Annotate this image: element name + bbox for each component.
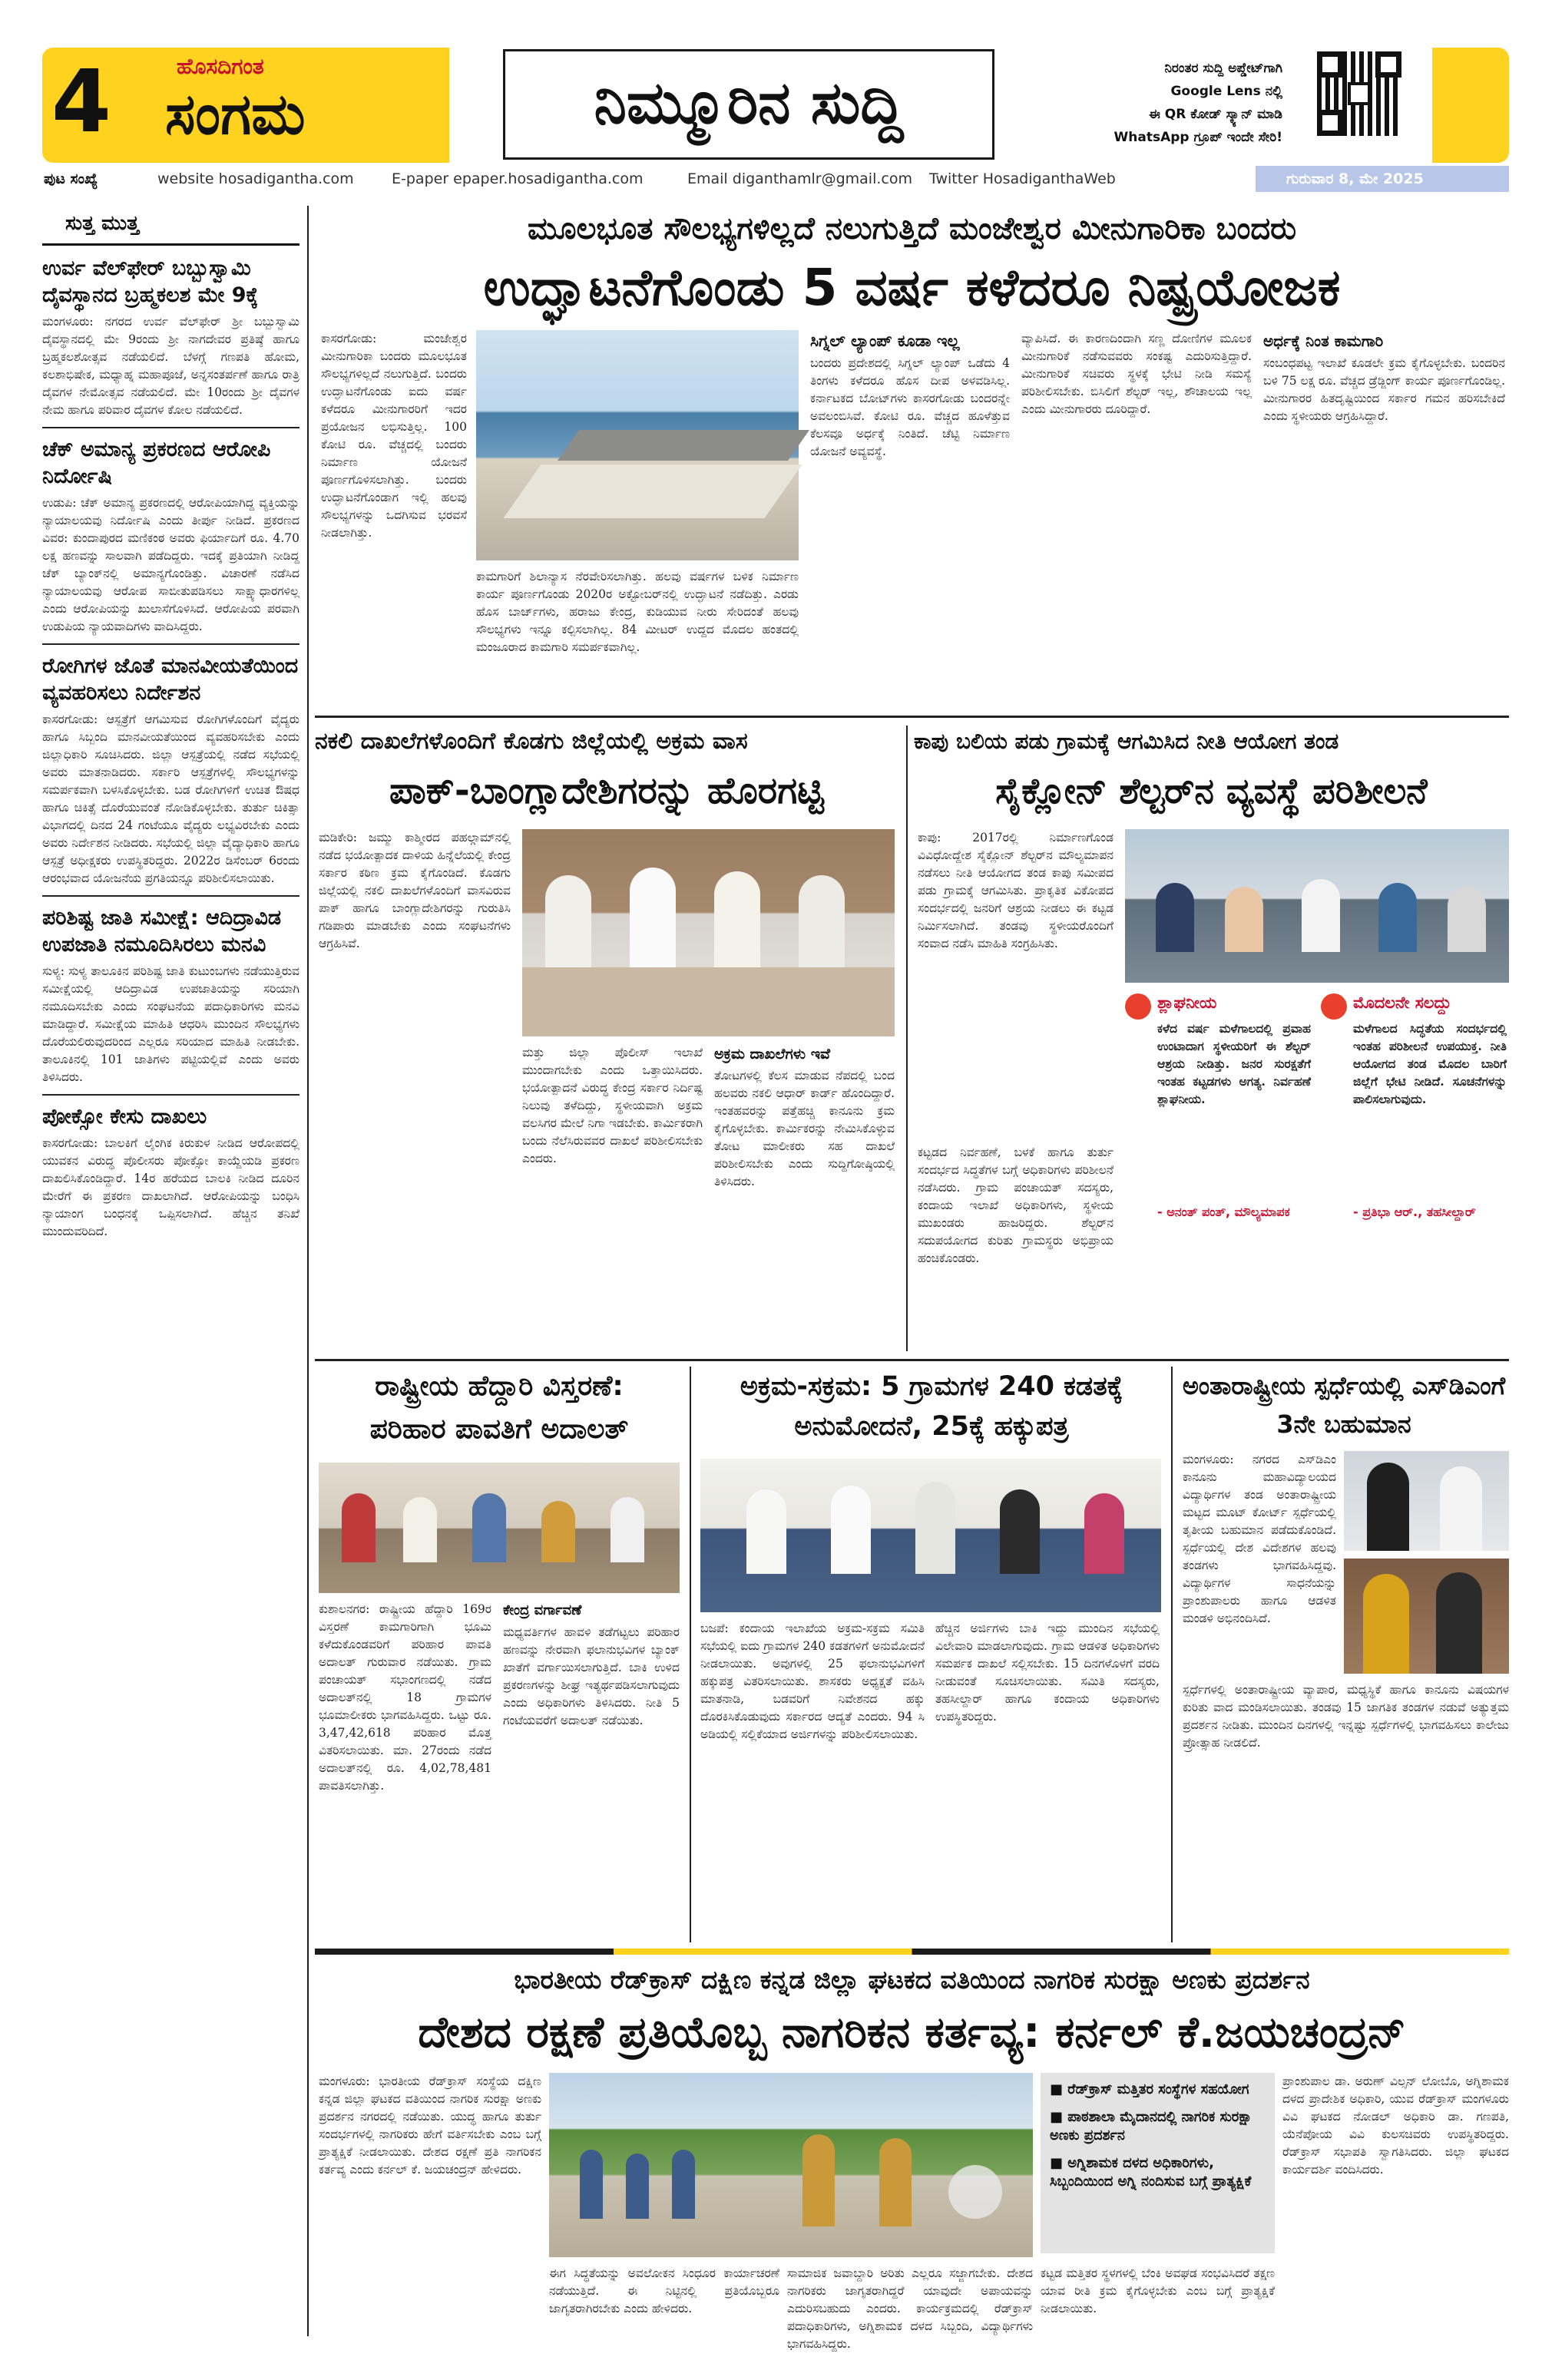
page-number: 4: [51, 52, 111, 152]
mid-right-col-1: ಕಾಪು: 2017ರಲ್ಲಿ ನಿರ್ಮಾಣಗೊಂಡ ವಿವಿಧೋದ್ದೇಶ ಸೈಕ್ಲೋನ್ ಶೆಲ್ಟರ್‌ನ ಮೌಲ್ಯಮಾಪನ ನಡೆಸಲು ನೀತಿ ಆಯೋಗದ ತಂಡ ಕಾಪು ಸಮೀಪದ ಪಡು ಗ್ರಾಮಕ್ಕೆ ಆಗಮಿಸಿತು. ಪ್ರಾಕೃತಿಕ ವಿಕೋಪದ ಸಂದರ್ಭದಲ್ಲಿ ಜನರಿಗೆ ಆಶ್ರಯ ನೀಡಲು ಈ ಕಟ್ಟಡ ನಿರ್ಮಿಸಲಾಗಿದೆ. ತಂಡವು ಸ್ಥಳೀಯರೊಂದಿಗೆ ಸಂವಾದ ನಡೆಸಿ ಮಾಹಿತಿ ಸಂಗ್ರಹಿಸಿತು.: [918, 831, 1113, 950]
bottom-color-band: [315, 1949, 1509, 1955]
bottom-col-3: ಪ್ರಾಂಶುಪಾಲ ಡಾ. ಅರುಣ್ ವಿಲ್ಸನ್ ಲೋಬೊ, ಅಗ್ನಿಶಾಮಕ ದಳದ ಪ್ರಾದೇಶಿಕ ಅಧಿಕಾರಿ, ಯುವ ರೆಡ್‌ಕ್ರಾಸ್ ಮಂಗಳೂರು ವಿವಿ ಘಟಕದ ನೋಡಲ್ ಅಧಿಕಾರಿ ಡಾ. ಗಣಪತಿ, ಯೆನೆಪೋಯ ವಿವಿ ಕುಲಸಚಿವರು ಉಪಸ್ಥಿತರಿದ್ದರು. ರೆಡ್‌ಕ್ರಾಸ್ ಸಭಾಪತಿ ಸ್ವಾಗತಿಸಿದರು. ಜಿಲ್ಲಾ ಘಟಕದ ಕಾರ್ಯದರ್ಶಿ ವಂದಿಸಿದರು.: [1282, 2074, 1509, 2177]
section-divider: [315, 716, 1509, 718]
info-bar: [42, 166, 1509, 192]
quote-heading: ಮೊದಲನೇ ಸಲದ್ದು: [1353, 993, 1451, 1012]
quote-box-1: [1125, 992, 1313, 1351]
top-col-5-heading: ಅರ್ಧಕ್ಕೆ ನಿಂತ ಕಾಮಗಾರಿ: [1263, 332, 1384, 350]
top-col-3: ಬಂದರು ಪ್ರದೇಶದಲ್ಲಿ ಸಿಗ್ನಲ್ ಲ್ಯಾಂಪ್ ಒಡೆದು 4 ತಿಂಗಳು ಕಳೆದರೂ ಹೊಸ ದೀಪ ಅಳವಡಿಸಿಲ್ಲ. ಕರ್ನಾಟಕದ ಬೋಟ್‌ಗಳು ಕಾಸರಗೋಡು ಬಂದರನ್ನೇ ಅವಲಂಬಿಸಿವೆ. ಕೋಟಿ ರೂ. ವೆಚ್ಚದ ಹೂಳೆತ್ತುವ ಕೆಲಸವೂ ಅರ್ಧಕ್ಕೆ ನಿಂತಿದೆ. ಚೆಟ್ಟಿ ನಿರ್ಮಾಣ ಯೋಜನೆ ಅವ್ಯವಸ್ಥೆ.: [810, 356, 1010, 458]
mock-drill-photo: [549, 2073, 1033, 2257]
column-divider: [307, 206, 309, 2336]
press-meet-photo: [522, 829, 895, 1036]
masthead-title: ನಿಮ್ಮೂರಿನ ಸುದ್ದಿ: [594, 68, 904, 137]
top-col-5: ಸಂಬಂಧಪಟ್ಟ ಇಲಾಖೆ ಕೂಡಲೇ ಕ್ರಮ ಕೈಗೊಳ್ಳಬೇಕು. ಬಂದರಿನ ಬಳಿ 75 ಲಕ್ಷ ರೂ. ವೆಚ್ಚದ ಡ್ರೆಡ್ಜಿಂಗ್ ಕಾರ್ಯ ಪೂರ್ಣಗೊಂಡಿಲ್ಲ. ಮೀನುಗಾರರ ಹಿತದೃಷ್ಟಿಯಿಂದ ಸರ್ಕಾರ ಗಮನ ಹರಿಸಬೇಕಿದೆ ಎಂದು ಸ್ಥಳೀಯರು ಆಗ್ರಹಿಸಿದ್ದಾರೆ.: [1263, 356, 1505, 423]
qr-text: [1021, 57, 1282, 149]
bottom-col-1: ಮಂಗಳೂರು: ಭಾರತೀಯ ರೆಡ್‌ಕ್ರಾಸ್ ಸಂಸ್ಥೆಯ ದಕ್ಷಿಣ ಕನ್ನಡ ಜಿಲ್ಲಾ ಘಟಕದ ವತಿಯಿಂದ ನಾಗರಿಕ ಸುರಕ್ಷಾ ಅಣಕು ಪ್ರದರ್ಶನ ನಗರದಲ್ಲಿ ನಡೆಯಿತು. ಯುದ್ಧ ಹಾಗೂ ತುರ್ತು ಸಂದರ್ಭಗಳಲ್ಲಿ ನಾಗರಿಕರು ಹೇಗೆ ವರ್ತಿಸಬೇಕು ಎಂಬ ಬಗ್ಗೆ ಪ್ರಾತ್ಯಕ್ಷಿಕೆ ನೀಡಲಾಯಿತು. ದೇಶದ ರಕ್ಷಣೆ ಪ್ರತಿ ನಾಗರಿಕನ ಕರ್ತವ್ಯ ಎಂದು ಕರ್ನಲ್ ಕೆ. ಜಯಚಂದ್ರನ್ ಹೇಳಿದರು.: [319, 2074, 541, 2177]
mid-left-kicker: ನಕಲಿ ದಾಖಲೆಗಳೊಂದಿಗೆ ಕೊಡಗು ಜಿಲ್ಲೆಯಲ್ಲಿ ಅಕ್ರಮ ವಾಸ: [315, 728, 748, 755]
story-body: ಉಡುಪಿ: ಚೆಕ್ ಅಮಾನ್ಯ ಪ್ರಕರಣದಲ್ಲಿ ಆರೋಪಿಯಾಗಿದ್ದ ವ್ಯಕ್ತಿಯನ್ನು ನ್ಯಾಯಾಲಯವು ನಿರ್ದೋಷಿ ಎಂದು ತೀರ್ಪು ನೀಡಿದೆ. ಪ್ರಕರಣದ ವಿವರ: ಕುಂದಾಪುರದ ಮಣಿಕಂಠ ಅವರು ಫಿರ್ಯಾದಿಗೆ ರೂ. 4.70 ಲಕ್ಷ ಹಣವನ್ನು ಸಾಲವಾಗಿ ಪಡೆದಿದ್ದರು. ಇದಕ್ಕೆ ಪ್ರತಿಯಾಗಿ ನೀಡಿದ್ದ ಚೆಕ್ ಬ್ಯಾಂಕ್‌ನಲ್ಲಿ ಅಮಾನ್ಯಗೊಂಡಿತ್ತು. ವಿಚಾರಣೆ ನಡೆಸಿದ ನ್ಯಾಯಾಲಯವು ಆರೋಪ ಸಾಬೀತುಪಡಿಸಲು ಸಾಕ್ಷ್ಯಾಧಾರಗಳಿಲ್ಲ ಎಂದು ಆರೋಪಿಯನ್ನು ಖುಲಾಸೆಗೊಳಿಸಿದೆ. ಆರೋಪಿಯ ಪರವಾಗಿ ಉಡುಪಿಯ ನ್ಯಾಯವಾದಿಗಳು ವಾದಿಸಿದ್ದರು.: [42, 496, 299, 633]
qr-code[interactable]: [1317, 51, 1401, 136]
adalat-photo: [319, 1463, 680, 1593]
row3b-body-2: ಹೆಚ್ಚಿನ ಅರ್ಜಿಗಳು ಬಾಕಿ ಇದ್ದು ಮುಂದಿನ ಸಭೆಯಲ್ಲಿ ವಿಲೇವಾರಿ ಮಾಡಲಾಗುವುದು. ಗ್ರಾಮ ಆಡಳಿತ ಅಧಿಕಾರಿಗಳು ಸಮರ್ಪಕ ದಾಖಲೆ ಸಲ್ಲಿಸಬೇಕು. 15 ದಿನಗಳೊಳಗೆ ವರದಿ ನೀಡುವಂತೆ ಸೂಚಿಸಲಾಯಿತು. ಸಮಿತಿ ಸದಸ್ಯರು, ತಹಸೀಲ್ದಾರ್ ಹಾಗೂ ಕಂದಾಯ ಅಧಿಕಾರಿಗಳು ಉಪಸ್ಥಿತರಿದ್ದರು.: [935, 1621, 1160, 1724]
quote-marker-icon: [1321, 993, 1347, 1020]
bottom-col-2: ಸಾಮಾಜಿಕ ಜವಾಬ್ದಾರಿ ಅರಿತು ಎಲ್ಲರೂ ಸಜ್ಜಾಗಬೇಕು. ದೇಶದ ನಾಗರಿಕರು ಜಾಗೃತರಾಗಿದ್ದರೆ ಯಾವುದೇ ಅಪಾಯವನ್ನು ಎದುರಿಸಬಹುದು ಎಂದರು. ಕಾರ್ಯಕ್ರಮದಲ್ಲಿ ರೆಡ್‌ಕ್ರಾಸ್ ಪದಾಧಿಕಾರಿಗಳು, ಅಗ್ನಿಶಾಮಕ ದಳದ ಸಿಬ್ಬಂದಿ, ವಿದ್ಯಾರ್ಥಿಗಳು ಭಾಗವಹಿಸಿದ್ದರು.: [787, 2266, 1033, 2351]
row3a-headline: ಪರಿಹಾರ ಪಾವತಿಗೆ ಅದಾಲತ್: [369, 1413, 629, 1445]
twitter-link[interactable]: Twitter HosadiganthaWeb: [929, 170, 1116, 187]
quote-byline: - ಪ್ರತಿಭಾ ಆರ್., ತಹಸೀಲ್ದಾರ್: [1353, 1205, 1476, 1219]
epaper-link[interactable]: E-paper epaper.hosadigantha.com: [392, 170, 644, 187]
qr-line-2: Google Lens ನಲ್ಲಿ: [1170, 84, 1282, 99]
mid-right-kicker: ಕಾಪು ಬಲಿಯ ಪಡು ಗ್ರಾಮಕ್ಕೆ ಆಗಮಿಸಿದ ನೀತಿ ಆಯೋಗ ತಂಡ: [914, 729, 1339, 754]
quote-box-2: [1321, 992, 1509, 1351]
top-headline: ಉದ್ಘಾಟನೆಗೊಂಡು 5 ವರ್ಷ ಕಳೆದರೂ ನಿಷ್ಪ್ರಯೋಜಕ: [483, 258, 1341, 317]
qr-line-1: ನಿರಂತರ ಸುದ್ದಿ ಅಪ್ಡೇಟ್‌ಗಾಗಿ: [1164, 61, 1282, 76]
section-name: ಸಂಗಮ: [165, 81, 306, 147]
qr-line-4: WhatsApp ಗ್ರೂಪ್ ಇಂದೇ ಸೇರಿ!: [1113, 130, 1282, 145]
row3a-body-2: ಮಧ್ಯವರ್ತಿಗಳ ಹಾವಳಿ ತಡೆಗಟ್ಟಲು ಪರಿಹಾರ ಹಣವನ್ನು ನೇರವಾಗಿ ಫಲಾನುಭವಿಗಳ ಬ್ಯಾಂಕ್ ಖಾತೆಗೆ ವರ್ಗಾಯಿಸಲಾಗುತ್ತಿದೆ. ಬಾಕಿ ಉಳಿದ ಪ್ರಕರಣಗಳನ್ನು ಶೀಘ್ರ ಇತ್ಯರ್ಥಪಡಿಸಲಾಗುವುದು ಎಂದು ಅಧಿಕಾರಿಗಳು ತಿಳಿಸಿದರು. ನೀತಿ 5 ಗಂಟೆಯವರೆಗೆ ಅದಾಲತ್ ನಡೆಯಿತು.: [503, 1625, 680, 1727]
hakkupatra-photo: [700, 1459, 1161, 1612]
bullet-box: [1041, 2073, 1275, 2253]
top-col-1: ಕಾಸರಗೋಡು: ಮಂಜೇಶ್ವರ ಮೀನುಗಾರಿಕಾ ಬಂದರು ಮೂಲಭೂತ ಸೌಲಭ್ಯಗಳಿಲ್ಲದೆ ನಲುಗುತ್ತಿದೆ. ಬಂದರು ಉದ್ಘಾಟನೆಗೊಂಡು ಐದು ವರ್ಷ ಕಳೆದರೂ ಮೀನುಗಾರರಿಗೆ ಇದರ ಪ್ರಯೋಜನ ಲಭಿಸುತ್ತಿಲ್ಲ. 100 ಕೋಟಿ ರೂ. ವೆಚ್ಚದಲ್ಲಿ ಬಂದರು ನಿರ್ಮಾಣ ಯೋಜನೆ ಪೂರ್ಣಗೊಳಿಸಲಾಗಿತ್ತು. ಬಂದರು ಉದ್ಘಾಟನೆಗೊಂಡಾಗ ಇಲ್ಲಿ ಹಲವು ಸೌಲಭ್ಯಗಳನ್ನು ಒದಗಿಸುವ ಭರವಸೆ ನೀಡಲಾಗಿತ್ತು.: [321, 332, 467, 540]
mid-left-col-3: ತೋಟಗಳಲ್ಲಿ ಕೆಲಸ ಮಾಡುವ ನೆಪದಲ್ಲಿ ಬಂದ ಹಲವರು ನಕಲಿ ಆಧಾರ್ ಕಾರ್ಡ್ ಹೊಂದಿದ್ದಾರೆ. ಇಂತಹವರನ್ನು ಪತ್ತೆಹಚ್ಚಿ ಕಾನೂನು ಕ್ರಮ ಕೈಗೊಳ್ಳಬೇಕು. ಕಾರ್ಮಿಕರನ್ನು ನೇಮಿಸಿಕೊಳ್ಳುವ ತೋಟ ಮಾಲೀಕರು ಸಹ ದಾಖಲೆ ಪರಿಶೀಲಿಸಬೇಕು ಎಂದು ಸುದ್ದಿಗೋಷ್ಠಿಯಲ್ಲಿ ತಿಳಿಸಿದರು.: [714, 1069, 895, 1188]
quote-byline: - ಅನಂತ್ ಪಂತ್, ಮೌಲ್ಯಮಾಪಕ: [1157, 1205, 1290, 1219]
row3a-body: ಕುಶಾಲನಗರ: ರಾಷ್ಟ್ರೀಯ ಹೆದ್ದಾರಿ 169ರ ವಿಸ್ತರಣೆ ಕಾಮಗಾರಿಗಾಗಿ ಭೂಮಿ ಕಳೆದುಕೊಂಡವರಿಗೆ ಪರಿಹಾರ ಪಾವತಿ ಅದಾಲತ್ ಗುರುವಾರ ನಡೆಯಿತು. ಗ್ರಾಮ ಪಂಚಾಯತ್ ಸಭಾಂಗಣದಲ್ಲಿ ನಡೆದ ಅದಾಲತ್‌ನಲ್ಲಿ 18 ಗ್ರಾಮಗಳ ಭೂಮಾಲೀಕರು ಭಾಗವಹಿಸಿದ್ದರು. ಒಟ್ಟು ರೂ. 3,47,42,618 ಪರಿಹಾರ ಮೊತ್ತ ವಿತರಿಸಲಾಯಿತು. ಮಾ. 27ರಂದು ನಡೆದ ಅದಾಲತ್‌ನಲ್ಲಿ ರೂ. 4,02,78,481 ಪಾವತಿಸಲಾಗಿತ್ತು.: [319, 1602, 491, 1793]
email-link[interactable]: Email diganthamlr@gmail.com: [687, 170, 912, 187]
row3a-kicker: ರಾಷ್ಟ್ರೀಯ ಹೆದ್ದಾರಿ ವಿಸ್ತರಣೆ:: [375, 1370, 624, 1402]
brand-name: ಹೊಸದಿಗಂತ: [177, 54, 264, 79]
bottom-kicker: ಭಾರತೀಯ ರೆಡ್‌ಕ್ರಾಸ್ ದಕ್ಷಿಣ ಕನ್ನಡ ಜಿಲ್ಲಾ ಘಟಕದ ವತಿಯಿಂದ ನಾಗರಿಕ ಸುರಕ್ಷಾ ಅಣಕು ಪ್ರದರ್ಶನ: [514, 1965, 1310, 1995]
bullet-item: ■ ಅಗ್ನಿಶಾಮಕ ದಳದ ಅಧಿಕಾರಿಗಳು, ಸಿಬ್ಬಂದಿಯಿಂದ ಅಗ್ನಿ ನಂದಿಸುವ ಬಗ್ಗೆ ಪ್ರಾತ್ಯಕ್ಷಿಕೆ: [1050, 2155, 1252, 2190]
students-photo-1: [1344, 1451, 1509, 1551]
row3c-body: ಮಂಗಳೂರು: ನಗರದ ಎಸ್‌ಡಿಎಂ ಕಾನೂನು ಮಹಾವಿದ್ಯಾಲಯದ ವಿದ್ಯಾರ್ಥಿಗಳ ತಂಡ ಅಂತಾರಾಷ್ಟ್ರೀಯ ಮಟ್ಟದ ಮೂಟ್ ಕೋರ್ಟ್ ಸ್ಪರ್ಧೆಯಲ್ಲಿ ತೃತೀಯ ಬಹುಮಾನ ಪಡೆದುಕೊಂಡಿದೆ. ಸ್ಪರ್ಧೆಯಲ್ಲಿ ದೇಶ ವಿದೇಶಗಳ ಹಲವು ತಂಡಗಳು ಭಾಗವಹಿಸಿದ್ದವು. ವಿದ್ಯಾರ್ಥಿಗಳ ಸಾಧನೆಯನ್ನು ಪ್ರಾಂಶುಪಾಲರು ಹಾಗೂ ಆಡಳಿತ ಮಂಡಳಿ ಅಭಿನಂದಿಸಿದೆ.: [1183, 1453, 1336, 1625]
left-column: [42, 206, 299, 2336]
top-col-4: ವ್ಯಾಪಿಸಿದೆ. ಈ ಕಾರಣದಿಂದಾಗಿ ಸಣ್ಣ ದೋಣಿಗಳ ಮೂಲಕ ಮೀನುಗಾರಿಕೆ ನಡೆಸುವವರು ಸಂಕಷ್ಟ ಎದುರಿಸುತ್ತಿದ್ದಾರೆ. ಮೀನುಗಾರಿಕೆ ಸಚಿವರು ಸ್ಥಳಕ್ಕೆ ಭೇಟಿ ನೀಡಿ ಸಮಸ್ಯೆ ಪರಿಶೀಲಿಸಬೇಕು. ಬಿಸಿಲಿಗೆ ಶೆಲ್ಟರ್ ಇಲ್ಲ, ಶೌಚಾಲಯ ಇಲ್ಲ ಎಂದು ಮೀನುಗಾರರು ದೂರಿದ್ದಾರೆ.: [1021, 332, 1252, 416]
row3c-body-2: ಸ್ಪರ್ಧೆಗಳಲ್ಲಿ ಅಂತಾರಾಷ್ಟ್ರೀಯ ವ್ಯಾಪಾರ, ಮಧ್ಯಸ್ಥಿಕೆ ಹಾಗೂ ಕಾನೂನು ವಿಷಯಗಳ ಕುರಿತು ವಾದ ಮಂಡಿಸಲಾಯಿತು. ತಂಡವು 15 ಜಾಗತಿಕ ತಂಡಗಳ ನಡುವೆ ಅತ್ಯುತ್ತಮ ಪ್ರದರ್ಶನ ನೀಡಿತು. ಮುಂದಿನ ದಿನಗಳಲ್ಲಿ ಇನ್ನಷ್ಟು ಸ್ಪರ್ಧೆಗಳಲ್ಲಿ ಭಾಗವಹಿಸಲು ಕಾಲೇಜು ಪ್ರೋತ್ಸಾಹ ನೀಡಲಿದೆ.: [1183, 1683, 1509, 1750]
top-col-3-heading: ಸಿಗ್ನಲ್ ಲ್ಯಾಂಪ್ ಕೂಡಾ ಇಲ್ಲ: [810, 332, 960, 350]
story-heading: ಚೆಕ್ ಅಮಾನ್ಯ ಪ್ರಕರಣದ ಆರೋಪಿ ನಿರ್ದೋಷಿ: [42, 438, 271, 488]
bullet-item: ■ ರೆಡ್‌ಕ್ರಾಸ್ ಮತ್ತಿತರ ಸಂಸ್ಥೆಗಳ ಸಹಯೋಗ: [1050, 2081, 1249, 2097]
column-divider: [1171, 1367, 1173, 1942]
row3b-headline: ಅಕ್ರಮ-ಸಕ್ರಮ: 5 ಗ್ರಾಮಗಳ 240 ಕಡತಕ್ಕೆ ಅನುಮೋದನೆ, 25ಕ್ಕೆ ಹಕ್ಕುಪತ್ರ: [740, 1371, 1123, 1442]
harbour-photo: [476, 330, 799, 560]
quote-text: ಕಳೆದ ವರ್ಷ ಮಳೆಗಾಲದಲ್ಲಿ ಪ್ರವಾಹ ಉಂಟಾದಾಗ ಸ್ಥಳೀಯರಿಗೆ ಈ ಶೆಲ್ಟರ್ ಆಶ್ರಯ ನೀಡಿತ್ತು. ಜನರ ಸುರಕ್ಷತೆಗೆ ಇಂತಹ ಕಟ್ಟಡಗಳು ಅಗತ್ಯ. ನಿರ್ವಹಣೆ ಶ್ಲಾಘನೀಯ.: [1157, 1021, 1311, 1106]
story-heading: ಪೋಕ್ಸೋ ಕೇಸು ದಾಖಲು: [42, 1105, 207, 1129]
column-divider: [690, 1367, 691, 1942]
story-heading: ರೋಗಿಗಳ ಜೊತೆ ಮಾನವೀಯತೆಯಿಂದ ವ್ಯವಹರಿಸಲು ನಿರ್ದೇಶನ: [42, 654, 299, 705]
section-tag: ಸುತ್ತ ಮುತ್ತ: [42, 206, 299, 246]
story-body: ಸುಳ್ಯ: ಸುಳ್ಯ ತಾಲೂಕಿನ ಪರಿಶಿಷ್ಟ ಜಾತಿ ಕುಟುಂಬಗಳು ನಡೆಯುತ್ತಿರುವ ಸಮೀಕ್ಷೆಯಲ್ಲಿ ಆದಿದ್ರಾವಿಡ ಉಪಜಾತಿಯನ್ನು ಸರಿಯಾಗಿ ನಮೂದಿಸಬೇಕು ಎಂದು ಸಂಘಟನೆಯ ಪದಾಧಿಕಾರಿಗಳು ಮನವಿ ಮಾಡಿದ್ದಾರೆ. ಸಮೀಕ್ಷೆಯ ಮಾಹಿತಿ ಆಧರಿಸಿ ಮುಂದಿನ ಸೌಲಭ್ಯಗಳು ದೊರೆಯಲಿರುವುದರಿಂದ ಎಲ್ಲರೂ ಸರಿಯಾದ ಮಾಹಿತಿ ನೀಡಬೇಕು. ತಾಲೂಕಿನಲ್ಲಿ 101 ಜಾತಿಗಳು ಪಟ್ಟಿಯಲ್ಲಿವೆ ಎಂದು ಅವರು ತಿಳಿಸಿದರು.: [42, 964, 299, 1084]
masthead-yellow-tab: [1432, 48, 1509, 163]
quote-marker-icon: [1125, 993, 1151, 1020]
meeting-photo: [1125, 829, 1509, 983]
mid-left-headline: ಪಾಕ್-ಬಾಂಗ್ಲಾದೇಶಿಗರನ್ನು ಹೊರಗಟ್ಟಿ: [389, 769, 824, 812]
bottom-col-4: ಈಗ ಸಿದ್ಧತೆಯನ್ನು ಅವಲೋಕನ ಸಿಂಧೂರ ಕಾರ್ಯಾಚರಣೆ ನಡೆಯುತ್ತಿದೆ. ಈ ನಿಟ್ಟಿನಲ್ಲಿ ಪ್ರತಿಯೊಬ್ಬರೂ ಜಾಗೃತರಾಗಿರಬೇಕು ಎಂದು ಹೇಳಿದರು.: [549, 2266, 779, 2316]
story-heading: ಪರಿಶಿಷ್ಟ ಜಾತಿ ಸಮೀಕ್ಷೆ: ಆದಿದ್ರಾವಿಡ ಉಪಜಾತಿ ನಮೂದಿಸಿರಲು ಮನವಿ: [42, 906, 282, 957]
story-body: ಕಾಸರಗೋಡು: ಆಸ್ಪತ್ರೆಗೆ ಆಗಮಿಸುವ ರೋಗಿಗಳೊಂದಿಗೆ ವೈದ್ಯರು ಹಾಗೂ ಸಿಬ್ಬಂದಿ ಮಾನವೀಯತೆಯಿಂದ ವ್ಯವಹರಿಸಬೇಕು ಎಂದು ಜಿಲ್ಲಾಧಿಕಾರಿ ಸೂಚಿಸಿದರು. ಜಿಲ್ಲಾ ಆಸ್ಪತ್ರೆಯಲ್ಲಿ ನಡೆದ ಸಭೆಯಲ್ಲಿ ಅವರು ಮಾತನಾಡಿದರು. ಸರ್ಕಾರಿ ಆಸ್ಪತ್ರೆಗಳಲ್ಲಿ ಸೌಲಭ್ಯಗಳನ್ನು ಸಮರ್ಪಕವಾಗಿ ಬಳಸಿಕೊಳ್ಳಬೇಕು. ಬಡ ರೋಗಿಗಳಿಗೆ ಉಚಿತ ಔಷಧ ಹಾಗೂ ಚಿಕಿತ್ಸೆ ದೊರೆಯುವಂತೆ ನೋಡಿಕೊಳ್ಳಬೇಕು. ತುರ್ತು ಚಿಕಿತ್ಸಾ ವಿಭಾಗದಲ್ಲಿ ದಿನದ 24 ಗಂಟೆಯೂ ವೈದ್ಯರು ಲಭ್ಯವಿರಬೇಕು ಎಂದು ಅವರು ನಿರ್ದೇಶನ ನೀಡಿದರು. ಸಭೆಯಲ್ಲಿ ಜಿಲ್ಲಾ ವೈದ್ಯಾಧಿಕಾರಿ ಹಾಗೂ ಆಸ್ಪತ್ರೆ ಅಧೀಕ್ಷಕರು ಉಪಸ್ಥಿತರಿದ್ದರು. 2022ರ ಡಿಸೆಂಬರ್ 6ರಂದು ಆರಂಭವಾದ ಯೋಜನೆಯ ಪ್ರಗತಿಯನ್ನೂ ಪರಿಶೀಲಿಸಲಾಯಿತು.: [42, 712, 299, 885]
top-kicker: ಮೂಲಭೂತ ಸೌಲಭ್ಯಗಳಿಲ್ಲದೆ ನಲುಗುತ್ತಿದೆ ಮಂಜೇಶ್ವರ ಮೀನುಗಾರಿಕಾ ಬಂದರು: [527, 211, 1297, 246]
column-divider: [906, 726, 908, 1351]
story-body: ಕಾಸರಗೋಡು: ಬಾಲಕಿಗೆ ಲೈಂಗಿಕ ಕಿರುಕುಳ ನೀಡಿದ ಆರೋಪದಲ್ಲಿ ಯುವಕನ ವಿರುದ್ಧ ಪೊಲೀಸರು ಪೋಕ್ಸೋ ಕಾಯ್ದೆಯಡಿ ಪ್ರಕರಣ ದಾಖಲಿಸಿಕೊಂಡಿದ್ದಾರೆ. 14ರ ಹರೆಯದ ಬಾಲಕಿ ನೀಡಿದ ದೂರಿನ ಮೇರೆಗೆ ಈ ಪ್ರಕರಣ ದಾಖಲಾಗಿದೆ. ಆರೋಪಿಯನ್ನು ಬಂಧಿಸಿ ನ್ಯಾಯಾಂಗ ಬಂಧನಕ್ಕೆ ಒಪ್ಪಿಸಲಾಗಿದೆ. ಹೆಚ್ಚಿನ ತನಿಖೆ ಮುಂದುವರಿದಿದೆ.: [42, 1136, 299, 1238]
quote-text: ಮಳೆಗಾಲದ ಸಿದ್ಧತೆಯ ಸಂದರ್ಭದಲ್ಲಿ ಇಂತಹ ಪರಿಶೀಲನೆ ಉಪಯುಕ್ತ. ನೀತಿ ಆಯೋಗದ ತಂಡ ಮೊದಲ ಬಾರಿಗೆ ಜಿಲ್ಲೆಗೆ ಭೇಟಿ ನೀಡಿದೆ. ಸೂಚನೆಗಳನ್ನು ಪಾಲಿಸಲಾಗುವುದು.: [1353, 1021, 1507, 1106]
masthead: [42, 48, 1509, 163]
story-heading: ಉರ್ವ ವೆಲ್‌ಫೇರ್ ಬಬ್ಬುಸ್ವಾಮಿ ದೈವಸ್ಥಾನದ ಬ್ರಹ್ಮಕಲಶ ಮೇ 9ಕ್ಕೆ: [42, 256, 259, 307]
row3a-subheading: ಕೇಂದ್ರ ವರ್ಗಾವಣೆ: [503, 1602, 582, 1618]
section-divider: [315, 1359, 1509, 1361]
bullet-item: ■ ಪಾಠಶಾಲಾ ಮೈದಾನದಲ್ಲಿ ನಾಗರಿಕ ಸುರಕ್ಷಾ ಅಣಕು ಪ್ರದರ್ಶನ: [1050, 2109, 1252, 2144]
top-col-2: ಕಾಮಗಾರಿಗೆ ಶಿಲಾನ್ಯಾಸ ನೆರವೇರಿಸಲಾಗಿತ್ತು. ಹಲವು ವರ್ಷಗಳ ಬಳಿಕ ನಿರ್ಮಾಣ ಕಾರ್ಯ ಪೂರ್ಣಗೊಂಡು 2020ರ ಅಕ್ಟೋಬರ್‌ನಲ್ಲಿ ಉದ್ಘಾಟನೆ ನಡೆದಿತ್ತು. ಎರಡು ಹೊಸ ಬಾರ್ಜ್‌ಗಳು, ಹರಾಜು ಕೇಂದ್ರ, ಕುಡಿಯುವ ನೀರು ಸೇರಿದಂತೆ ಹಲವು ಸೌಲಭ್ಯಗಳು ಇನ್ನೂ ಕಲ್ಪಿಸಲಾಗಿಲ್ಲ. 84 ಮೀಟರ್ ಉದ್ದದ ಮೊದಲ ಹಂತದಲ್ಲಿ ಮಂಜೂರಾದ ಕಾಮಗಾರಿ ಸಮರ್ಪಕವಾಗಿಲ್ಲ.: [476, 570, 799, 654]
website-link[interactable]: website hosadigantha.com: [157, 170, 354, 187]
mid-left-col-3-heading: ಅಕ್ರಮ ದಾಖಲೆಗಳು ಇವೆ: [714, 1046, 830, 1063]
students-photo-2: [1344, 1559, 1509, 1674]
issue-date: ಗುರುವಾರ 8, ಮೇ 2025: [1286, 170, 1424, 187]
bottom-col-5: ಕಟ್ಟಡ ಮತ್ತಿತರ ಸ್ಥಳಗಳಲ್ಲಿ ಬೆಂಕಿ ಅವಘಡ ಸಂಭವಿಸಿದರೆ ತಕ್ಷಣ ಯಾವ ರೀತಿ ಕ್ರಮ ಕೈಗೊಳ್ಳಬೇಕು ಎಂಬ ಬಗ್ಗೆ ಪ್ರಾತ್ಯಕ್ಷಿಕೆ ನೀಡಲಾಯಿತು.: [1041, 2266, 1275, 2316]
mid-left-col-1: ಮಡಿಕೇರಿ: ಜಮ್ಮು ಕಾಶ್ಮೀರದ ಪಹಲ್ಗಾಮ್‌ನಲ್ಲಿ ನಡೆದ ಭಯೋತ್ಪಾದಕ ದಾಳಿಯ ಹಿನ್ನೆಲೆಯಲ್ಲಿ ಕೇಂದ್ರ ಸರ್ಕಾರ ಕಠಿಣ ಕ್ರಮ ಕೈಗೊಂಡಿದೆ. ಕೊಡಗು ಜಿಲ್ಲೆಯಲ್ಲಿ ನಕಲಿ ದಾಖಲೆಗಳೊಂದಿಗೆ ವಾಸವಿರುವ ಪಾಕ್ ಹಾಗೂ ಬಾಂಗ್ಲಾದೇಶಿಗರನ್ನು ಗುರುತಿಸಿ ಗಡಿಪಾರು ಮಾಡಬೇಕು ಎಂದು ಸಂಘಟನೆಗಳು ಆಗ್ರಹಿಸಿವೆ.: [319, 831, 511, 950]
mid-right-headline: ಸೈಕ್ಲೋನ್ ಶೆಲ್ಟರ್‌ನ ವ್ಯವಸ್ಥೆ ಪರಿಶೀಲನೆ: [995, 770, 1428, 812]
row3c-headline: ಅಂತಾರಾಷ್ಟ್ರೀಯ ಸ್ಪರ್ಧೆಯಲ್ಲಿ ಎಸ್‌ಡಿಎಂಗೆ 3ನೇ ಬಹುಮಾನ: [1182, 1371, 1506, 1439]
bottom-headline: ದೇಶದ ರಕ್ಷಣೆ ಪ್ರತಿಯೊಬ್ಬ ನಾಗರಿಕನ ಕರ್ತವ್ಯ: ಕರ್ನಲ್ ಕೆ.ಜಯಚಂದ್ರನ್: [418, 2008, 1406, 2058]
mid-right-col-2: ಕಟ್ಟಡದ ನಿರ್ವಹಣೆ, ಬಳಕೆ ಹಾಗೂ ತುರ್ತು ಸಂದರ್ಭದ ಸಿದ್ಧತೆಗಳ ಬಗ್ಗೆ ಅಧಿಕಾರಿಗಳು ಪರಿಶೀಲನೆ ನಡೆಸಿದರು. ಗ್ರಾಮ ಪಂಚಾಯತ್ ಸದಸ್ಯರು, ಕಂದಾಯ ಇಲಾಖೆ ಅಧಿಕಾರಿಗಳು, ಸ್ಥಳೀಯ ಮುಖಂಡರು ಹಾಜರಿದ್ದರು. ಶೆಲ್ಟರ್‌ನ ಸದುಪಯೋಗದ ಕುರಿತು ಗ್ರಾಮಸ್ಥರು ಅಭಿಪ್ರಾಯ ಹಂಚಿಕೊಂಡರು.: [918, 1145, 1113, 1265]
story-body: ಮಂಗಳೂರು: ನಗರದ ಉರ್ವ ವೆಲ್‌ಫೇರ್ ಶ್ರೀ ಬಬ್ಬುಸ್ವಾಮಿ ದೈವಸ್ಥಾನದಲ್ಲಿ ಮೇ 9ರಂದು ಶ್ರೀ ನಾಗದೇವರ ಪ್ರತಿಷ್ಠೆ ಹಾಗೂ ಬ್ರಹ್ಮಕಲಶೋತ್ಸವ ನಡೆಯಲಿದೆ. ಬೆಳಗ್ಗೆ ಗಣಪತಿ ಹೋಮ, ಕಲಶಾಭಿಷೇಕ, ಮಧ್ಯಾಹ್ನ ಮಹಾಪೂಜೆ, ಅನ್ನಸಂತರ್ಪಣೆ ಹಾಗೂ ರಾತ್ರಿ ದೈವಗಳ ನೇಮೋತ್ಸವ ನಡೆಯಲಿದೆ. ಮೇ 10ರಂದು ಶ್ರೀ ದೈವಗಳ ನೇಮ ಹಾಗೂ ಪರಿವಾರ ದೈವಗಳ ಕೋಲ ನಡೆಯಲಿದೆ.: [42, 315, 299, 417]
mid-left-col-2: ಮತ್ತು ಜಿಲ್ಲಾ ಪೊಲೀಸ್ ಇಲಾಖೆ ಮುಂದಾಗಬೇಕು ಎಂದು ಒತ್ತಾಯಿಸಿದರು. ಭಯೋತ್ಪಾದನೆ ವಿರುದ್ಧ ಕೇಂದ್ರ ಸರ್ಕಾರ ನಿರ್ದಿಷ್ಟ ನಿಲುವು ತಳೆದಿದ್ದು, ಸ್ಥಳೀಯವಾಗಿ ಅಕ್ರಮ ವಲಸಿಗರ ಮೇಲೆ ನಿಗಾ ಇಡಬೇಕು. ಕಾರ್ಮಿಕರಾಗಿ ಬಂದು ನೆಲೆಸಿರುವವರ ದಾಖಲೆ ಪರಿಶೀಲಿಸಬೇಕು ಎಂದರು.: [522, 1046, 703, 1165]
row3b-body: ಬಜಪೆ: ಕಂದಾಯ ಇಲಾಖೆಯ ಅಕ್ರಮ-ಸಕ್ರಮ ಸಮಿತಿ ಸಭೆಯಲ್ಲಿ ಐದು ಗ್ರಾಮಗಳ 240 ಕಡತಗಳಿಗೆ ಅನುಮೋದನೆ ನೀಡಲಾಯಿತು. ಅವುಗಳಲ್ಲಿ 25 ಫಲಾನುಭವಿಗಳಿಗೆ ಹಕ್ಕುಪತ್ರ ವಿತರಿಸಲಾಯಿತು. ಶಾಸಕರು ಅಧ್ಯಕ್ಷತೆ ವಹಿಸಿ ಮಾತನಾಡಿ, ಬಡವರಿಗೆ ನಿವೇಶನದ ಹಕ್ಕು ದೊರಕಿಸಿಕೊಡುವುದು ಸರ್ಕಾರದ ಆದ್ಯತೆ ಎಂದರು. 94 ಸಿ ಅಡಿಯಲ್ಲಿ ಸಲ್ಲಿಕೆಯಾದ ಅರ್ಜಿಗಳನ್ನು ಪರಿಶೀಲಿಸಲಾಯಿತು.: [700, 1621, 925, 1741]
quote-heading: ಶ್ಲಾಘನೀಯ: [1157, 993, 1217, 1012]
info-pages: ಪುಟ ಸಂಖ್ಯೆ: [44, 170, 98, 187]
qr-line-3: ಈ QR ಕೋಡ್ ಸ್ಕ್ಯಾನ್ ಮಾಡಿ: [1149, 107, 1282, 122]
